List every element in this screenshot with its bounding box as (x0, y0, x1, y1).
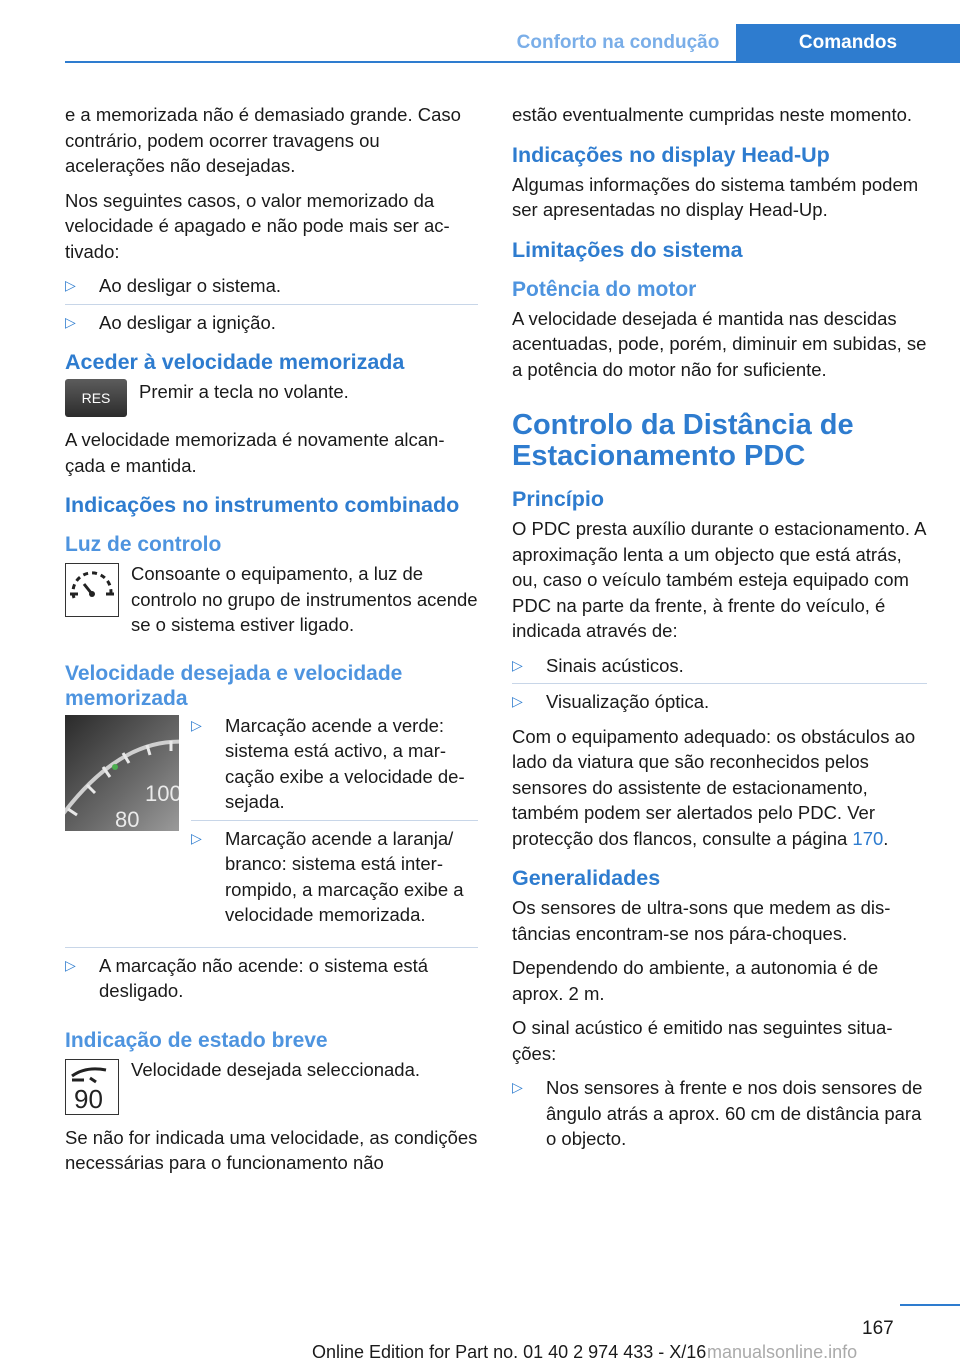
paragraph: Se não for indicada uma velocidade, as condições necessárias para o funcionamento não (65, 1126, 478, 1173)
speedo-number-80: 80 (115, 806, 140, 831)
control-light-row (65, 561, 478, 647)
triangle-bullet-icon: ▷ (512, 693, 523, 709)
subsection-heading: Luz de controlo (65, 533, 222, 556)
list-item: ▷ Visualização óptica. (512, 683, 927, 715)
header-chapter-tab: Comandos (736, 24, 960, 62)
page-number: 167 (862, 1318, 894, 1339)
header-rule (65, 61, 960, 63)
paragraph: Nos seguintes casos, o valor memorizado da velocidade é apagado e não pode mais ser activado: (65, 189, 450, 262)
chapter-heading: Controlo da Distância de Estacionamento PDC (512, 409, 854, 472)
right-column (512, 102, 927, 1161)
control-light-text: Consoante o equipamento, a luz de controlo no grupo de instrumentos acende se o sistema estiver ligado. (131, 563, 478, 635)
bullet-list (191, 713, 478, 928)
subsection-heading: Potência do motor (512, 277, 697, 301)
speedo-number-100: 100 (145, 780, 179, 806)
list-item: ▷ Marcação acende a verde: sistema está activo, a marcação exibe a velocidade desejada. (191, 714, 465, 812)
edition-line: Online Edition for Part no. 01 40 2 974 433 - X/16 (312, 1342, 707, 1362)
section-heading: Aceder à velocidade memorizada (65, 350, 405, 374)
speedometer-image (65, 715, 179, 831)
res-instruction (65, 379, 478, 417)
page-header (0, 0, 960, 62)
section-heading: Generalidades (512, 866, 661, 890)
subsection-heading: Velocidade desejada e velocidade memorizada (65, 661, 403, 710)
left-column (65, 102, 478, 1185)
res-text: Premir a tecla no volante. (139, 381, 349, 402)
bullet-list (512, 653, 927, 715)
paragraph: Os sensores de ultra-sons que medem as distâncias encontram-se nos pára-choques. (512, 897, 891, 944)
triangle-bullet-icon: ▷ (191, 716, 202, 733)
paragraph: Algumas informações do sistema também podem ser apresentadas no display Head-Up. (512, 173, 919, 220)
paragraph: A velocidade memorizada é novamente alcançada e mantida. (65, 429, 445, 476)
section-heading: Limitações do sistema (512, 237, 743, 262)
triangle-bullet-icon: ▷ (191, 829, 202, 846)
list-item: ▷ A marcação não acende: o sistema está desligado. (65, 954, 429, 1001)
status-text: Velocidade desejada seleccionada. (131, 1058, 421, 1080)
page-reference-link[interactable]: 170 (852, 827, 884, 849)
status-row (65, 1057, 478, 1115)
bullet-list (65, 947, 478, 1004)
watermark: manualsonline.info (707, 1342, 858, 1362)
paragraph: e a memorizada não é demasiado grande. Caso contrário, podem ocorrer travagens ou acelerações não desejadas. (65, 104, 461, 176)
triangle-bullet-icon: ▷ (65, 956, 76, 973)
triangle-bullet-icon: ▷ (512, 1079, 523, 1095)
footer-rule (900, 1304, 960, 1306)
speed-setting-number: 90 (74, 1083, 103, 1114)
paragraph: Dependendo do ambiente, a autonomia é de aprox. 2 m. (512, 957, 879, 1004)
speed-setting-icon (65, 1059, 119, 1115)
triangle-bullet-icon: ▷ (65, 277, 76, 293)
bullet-list (65, 273, 478, 335)
triangle-bullet-icon: ▷ (65, 313, 76, 330)
section-heading: Indicações no display Head-Up (512, 142, 830, 167)
paragraph: O PDC presta auxílio durante o estacionamento. A aproximação lenta a um objecto que está atrás, ou, caso o veículo também esteja equipado com PDC na parte da frente, à frente do veículo, é indicada através de: (512, 518, 926, 641)
list-item: ▷ Sinais acústicos. (512, 653, 927, 679)
speed-marker-row (65, 715, 478, 937)
paragraph: O sinal acústico é emitido nas seguintes situações: (512, 1017, 893, 1064)
subsection-heading: Indicação de estado breve (65, 1028, 328, 1052)
res-button-icon: RES (65, 379, 127, 417)
list-item: ▷ Ao desligar o sistema. (65, 273, 478, 299)
list-item: ▷ Nos sensores à frente e nos dois sensores de ângulo atrás a aprox. 60 cm de distância para o objecto. (512, 1077, 923, 1149)
section-heading: Princípio (512, 487, 604, 511)
header-section-title: Conforto na condução (516, 32, 720, 53)
triangle-bullet-icon: ▷ (512, 656, 523, 673)
paragraph: A velocidade desejada é mantida nas descidas acentuadas, pode, porém, diminuir em subidas, se a potência do motor não for suficiente. (512, 307, 927, 380)
section-heading: Indicações no instrumento combinado (65, 493, 460, 517)
list-item: ▷ Marcação acende a laranja/ branco: sistema está interrompido, a marcação exibe a velocidade memorizada. (191, 820, 478, 928)
paragraph: estão eventualmente cumpridas neste momento. (512, 104, 913, 125)
bullet-list (512, 1075, 927, 1152)
paragraph: Com o equipamento adequado: os obstáculos ao lado da viatura que são reconhecidos pelos sensores do assistente de estacionamento, também podem ser alertados pelo PDC. Ver protecção dos flancos, consulte a página 170. (512, 725, 916, 849)
cruise-control-speedometer-icon (65, 563, 119, 617)
list-item: ▷ Ao desligar a ignição. (65, 304, 478, 336)
